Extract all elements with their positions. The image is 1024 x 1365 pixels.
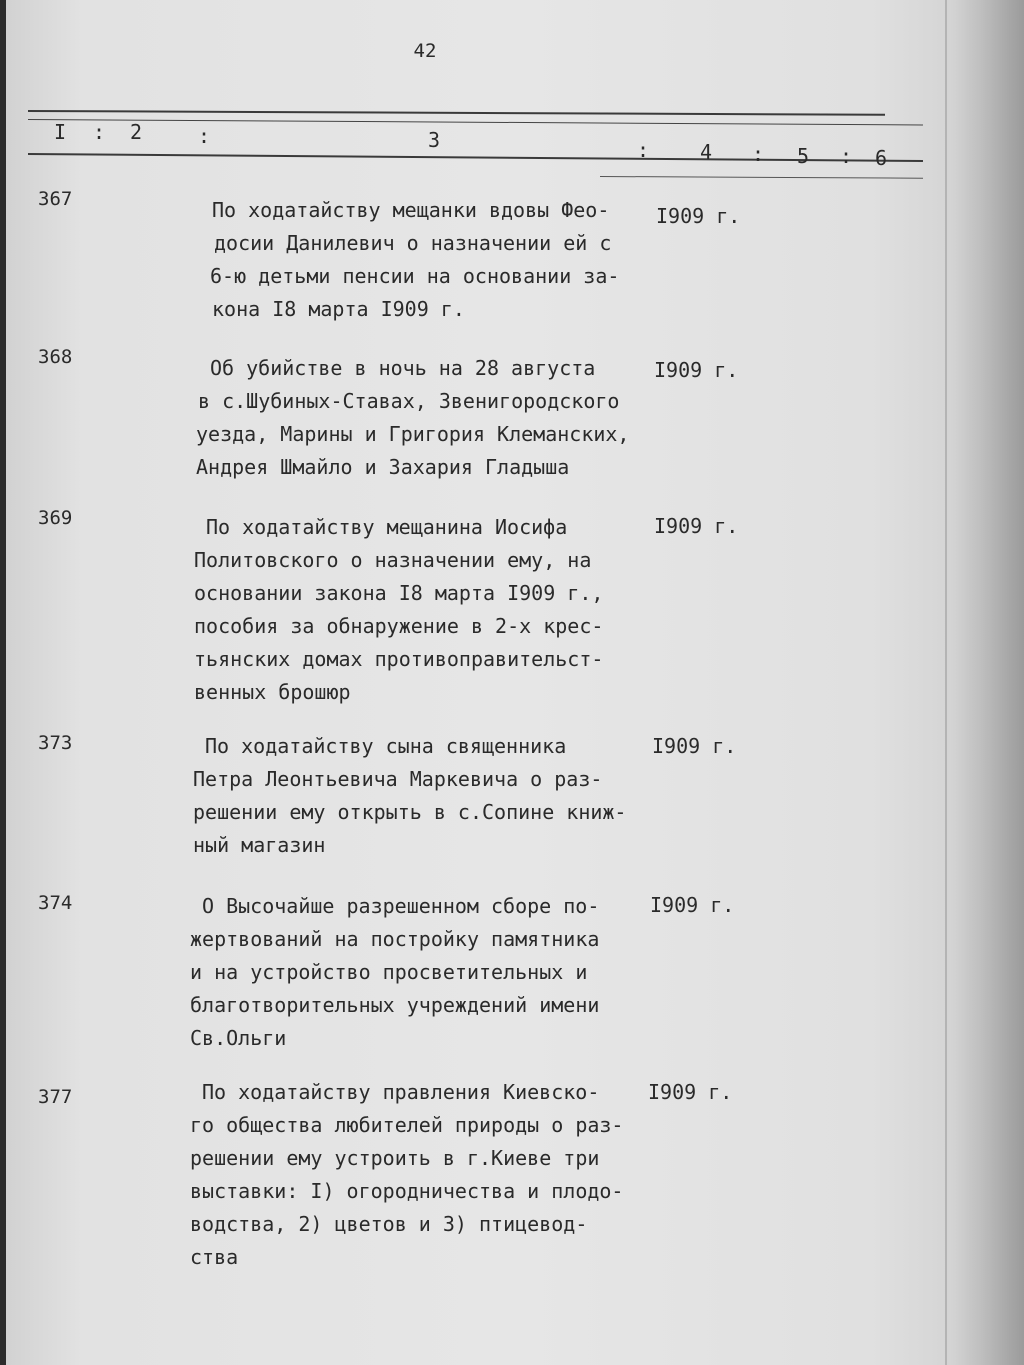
entry-line: решении ему устроить в г.Киеве три (190, 1146, 600, 1170)
entry-line: досии Данилевич о назначении ей с (214, 231, 612, 255)
entry-description (196, 352, 630, 484)
entry-number: 368 (38, 346, 73, 368)
entry-line: основании закона I8 марта I909 г., (194, 581, 604, 605)
entry-line: Св.Ольги (190, 1026, 287, 1050)
entry-line: ства (190, 1245, 239, 1269)
column-header-4: 4 (700, 140, 713, 164)
entry-line: По ходатайству мещанки вдовы Фео- (212, 198, 610, 222)
entry-line: благотворительных учреждений имени (190, 993, 600, 1017)
header-rule-bottom (28, 153, 923, 162)
entry-line: Андрея Шмайло и Захария Гладыша (196, 455, 570, 479)
page-left-edge (0, 0, 6, 1365)
entry-line: По ходатайству сына священника (205, 734, 567, 758)
entry-line: Петра Леонтьевича Маркевича о раз- (193, 767, 603, 791)
column-separator: : (840, 144, 853, 168)
entry-line: выставки: I) огородничества и плодо- (190, 1179, 624, 1203)
entry-line: и на устройство просветительных и (190, 960, 588, 984)
entry-line: По ходатайству правления Киевско- (202, 1080, 600, 1104)
page-shadow (954, 0, 1024, 1365)
entry-year: I909 г. (648, 1080, 733, 1104)
header-rule-lower (600, 176, 923, 179)
entry-line: О Высочайше разрешенном сборе по- (202, 894, 600, 918)
entry-number: 373 (38, 732, 73, 754)
entry-line: Об убийстве в ночь на 28 августа (210, 356, 596, 380)
entry-line: венных брошюр (194, 680, 351, 704)
sheet-edge (945, 0, 947, 1365)
entry-number: 369 (38, 507, 73, 529)
entry-line: решении ему открыть в с.Сопине книж- (193, 800, 627, 824)
page-number: 42 (413, 40, 437, 62)
column-separator: : (93, 120, 106, 144)
entry-number: 377 (38, 1086, 73, 1108)
column-separator: : (752, 142, 765, 166)
entry-line: уезда, Марины и Григория Клеманских, (196, 422, 630, 446)
column-header-1: I (54, 120, 67, 144)
entry-description (212, 194, 619, 326)
entry-line: тьянских домах противоправительст- (194, 647, 604, 671)
entry-line: Политовского о назначении ему, на (194, 548, 592, 572)
entry-number: 367 (38, 188, 73, 210)
column-header-5: 5 (797, 144, 810, 168)
entry-line: 6-ю детьми пенсии на основании за- (210, 264, 620, 288)
entry-year: I909 г. (650, 893, 735, 917)
entry-line: в с.Шубиных-Ставах, Звенигородского (198, 389, 620, 413)
entry-line: ный магазин (193, 833, 326, 857)
header-rule-top (28, 110, 885, 116)
entry-line: водства, 2) цветов и 3) птицевод- (190, 1212, 588, 1236)
entry-year: I909 г. (652, 734, 737, 758)
entry-line: пособия за обнаружение в 2-х крес- (194, 614, 604, 638)
entry-line: кона I8 марта I909 г. (212, 297, 465, 321)
column-header-6: 6 (875, 146, 888, 170)
column-separator: : (637, 138, 650, 162)
header-rule-mid (28, 119, 923, 125)
column-separator: : (198, 124, 211, 148)
entry-year: I909 г. (654, 358, 739, 382)
entry-line: По ходатайству мещанина Иосифа (206, 515, 568, 539)
entry-line: жертвований на постройку памятника (190, 927, 600, 951)
entry-description (190, 1076, 624, 1274)
column-header-2: 2 (130, 120, 143, 144)
entry-line: го общества любителей природы о раз- (190, 1113, 624, 1137)
column-header-3: 3 (428, 128, 441, 152)
entry-number: 374 (38, 892, 73, 914)
entry-description (190, 890, 600, 1055)
entry-year: I909 г. (654, 514, 739, 538)
entry-description (194, 511, 604, 709)
entry-year: I909 г. (656, 204, 741, 228)
entry-description (193, 730, 627, 862)
